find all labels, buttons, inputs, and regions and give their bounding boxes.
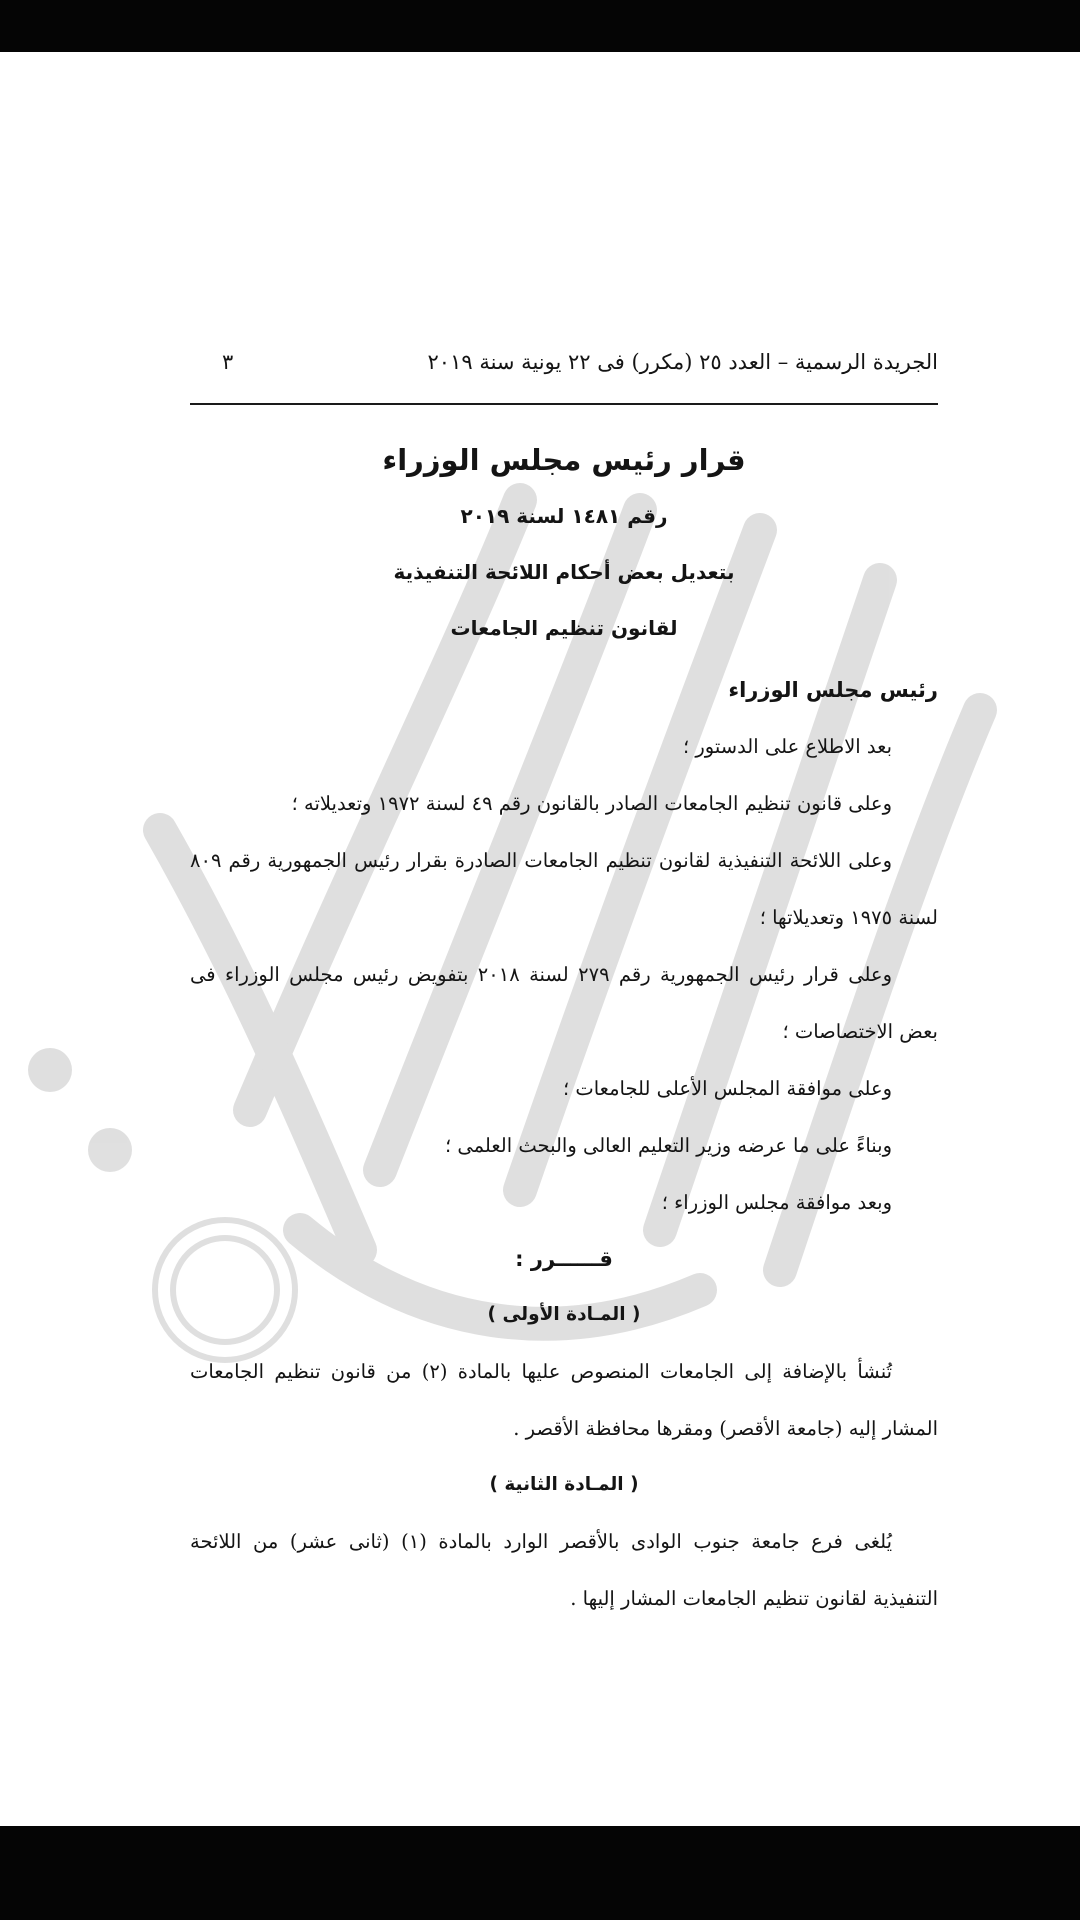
article-text: تُنشأ بالإضافة إلى الجامعات المنصوص عليها بالمادة (٢) من قانون تنظيم الجامعات المشار إليه (جامعة الأقصر) ومقرها محافظة الأقصر . (190, 1360, 938, 1440)
preamble-paragraph: وعلى موافقة المجلس الأعلى للجامعات ؛ (562, 1077, 892, 1100)
preamble-paragraph: وعلى اللائحة التنفيذية لقانون تنظيم الجامعات الصادرة بقرار رئيس الجمهورية رقم ٨٠٩ لسنة ١٩٧٥ وتعديلاتها ؛ (190, 849, 938, 929)
header-divider (190, 403, 938, 405)
decree-subject-line2: لقانون تنظيم الجامعات (450, 616, 678, 640)
decree-number: رقم ١٤٨١ لسنة ٢٠١٩ (460, 504, 668, 528)
bottom-black-bar (0, 1826, 1080, 1920)
article-heading: ( المـادة الثانية ) (489, 1474, 639, 1495)
document-body (190, 432, 938, 1627)
article-heading: ( المـادة الأولى ) (487, 1304, 641, 1325)
decree-title: قرار رئيس مجلس الوزراء (382, 443, 746, 477)
gazette-issue-title: الجريدة الرسمية – العدد ٢٥ (مكرر) فى ٢٢ يونية سنة ٢٠١٩ (427, 350, 938, 374)
preamble-heading: رئيس مجلس الوزراء (728, 678, 938, 702)
preamble-paragraph: وعلى قرار رئيس الجمهورية رقم ٢٧٩ لسنة ٢٠١٨ بتفويض رئيس مجلس الوزراء فى بعض الاختصاصات ؛ (190, 963, 938, 1043)
gazette-header (190, 350, 938, 386)
article-text: يُلغى فرع جامعة جنوب الوادى بالأقصر الوارد بالمادة (١) (ثانى عشر) من اللائحة التنفيذية لقانون تنظيم الجامعات المشار إليها . (190, 1530, 938, 1610)
decree-subject-line1: بتعديل بعض أحكام اللائحة التنفيذية (393, 560, 735, 584)
page-number: ٣ (222, 350, 234, 374)
preamble-paragraph: بعد الاطلاع على الدستور ؛ (682, 735, 892, 758)
preamble-paragraph: وعلى قانون تنظيم الجامعات الصادر بالقانون رقم ٤٩ لسنة ١٩٧٢ وتعديلاته ؛ (291, 792, 892, 815)
preamble-paragraph: وبناءً على ما عرضه وزير التعليم العالى والبحث العلمى ؛ (445, 1134, 892, 1157)
decree-word: قــــــرر : (515, 1247, 613, 1271)
preamble-paragraph: وبعد موافقة مجلس الوزراء ؛ (661, 1191, 892, 1214)
top-black-bar (0, 0, 1080, 52)
